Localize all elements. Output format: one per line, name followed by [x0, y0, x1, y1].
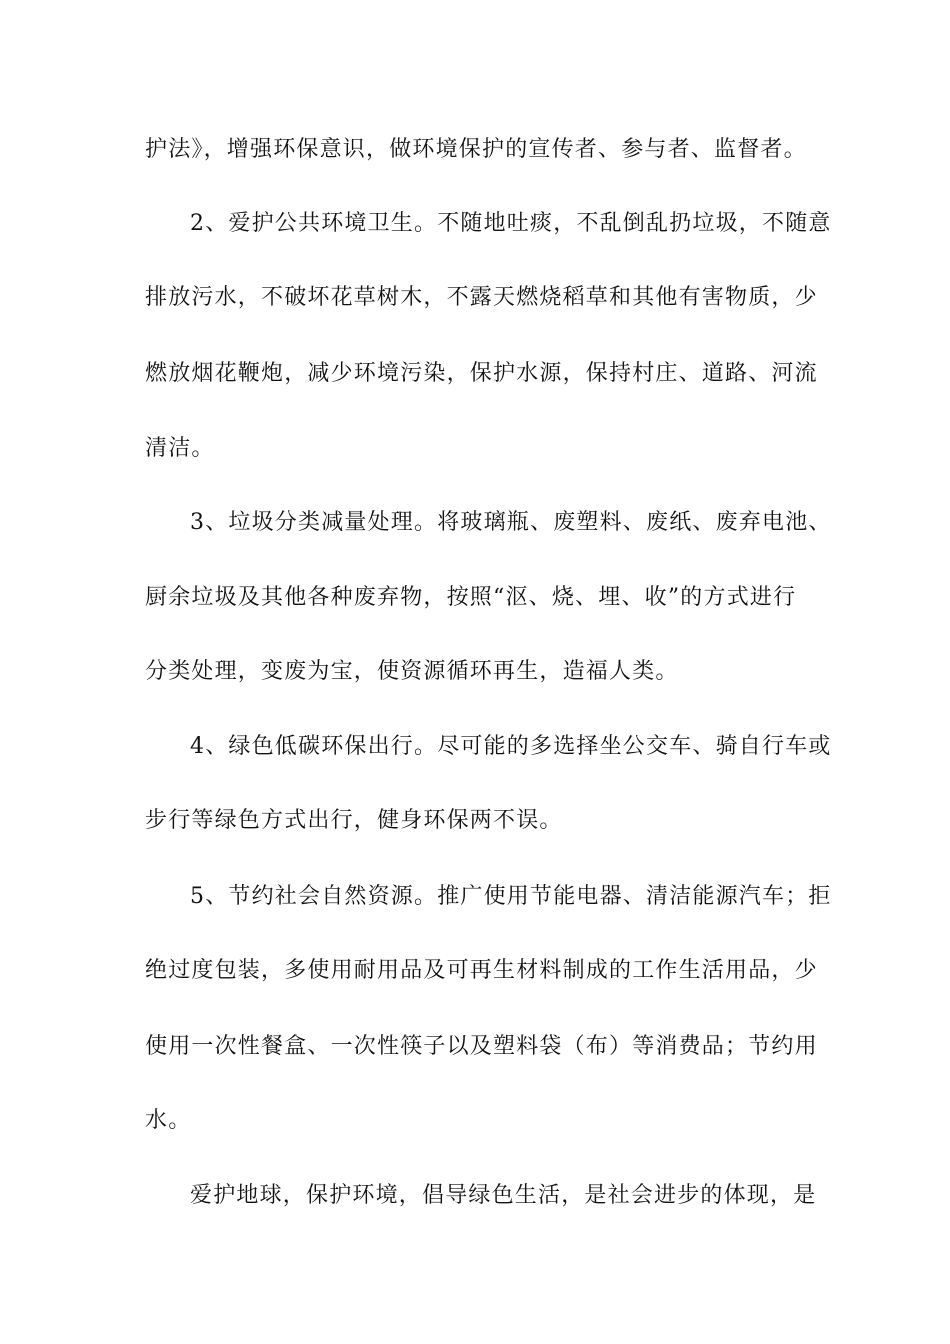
text-line: 排放污水，不破坏花草树木，不露天燃烧稻草和其他有害物质，少	[145, 285, 818, 310]
text-line: 分类处理，变废为宝，使资源循环再生，造福人类。	[145, 659, 679, 684]
text-line: 绝过度包装，多使用耐用品及可再生材料制成的工作生活用品，少	[145, 958, 818, 983]
text-line: 爱护地球，保护环境，倡导绿色生活，是社会进步的体现，是	[190, 1183, 817, 1208]
text-line: 厨余垃圾及其他各种废弃物，按照“沤、烧、埋、收”的方式进行	[145, 585, 797, 610]
text-line: 2、爱护公共环境卫生。不随地吐痰，不乱倒乱扔垃圾，不随意	[190, 211, 832, 236]
text-line: 4、绿色低碳环保出行。尽可能的多选择坐公交车、骑自行车或	[190, 734, 832, 759]
text-line: 水。	[145, 1108, 192, 1133]
text-line: 使用一次性餐盒、一次性筷子以及塑料袋（布）等消费品；节约用	[145, 1034, 818, 1059]
text-line: 燃放烟花鞭炮，减少环境污染，保护水源，保持村庄、道路、河流	[145, 361, 818, 386]
text-line: 3、垃圾分类减量处理。将玻璃瓶、废塑料、废纸、废弃电池、	[190, 510, 832, 535]
text-line: 5、节约社会自然资源。推广使用节能电器、清洁能源汽车；拒	[190, 884, 832, 909]
text-line: 清洁。	[145, 436, 215, 461]
text-line: 护法》，增强环保意识，做环境保护的宣传者、参与者、监督者。	[145, 137, 807, 162]
text-line: 步行等绿色方式出行，健身环保两不误。	[145, 808, 563, 833]
